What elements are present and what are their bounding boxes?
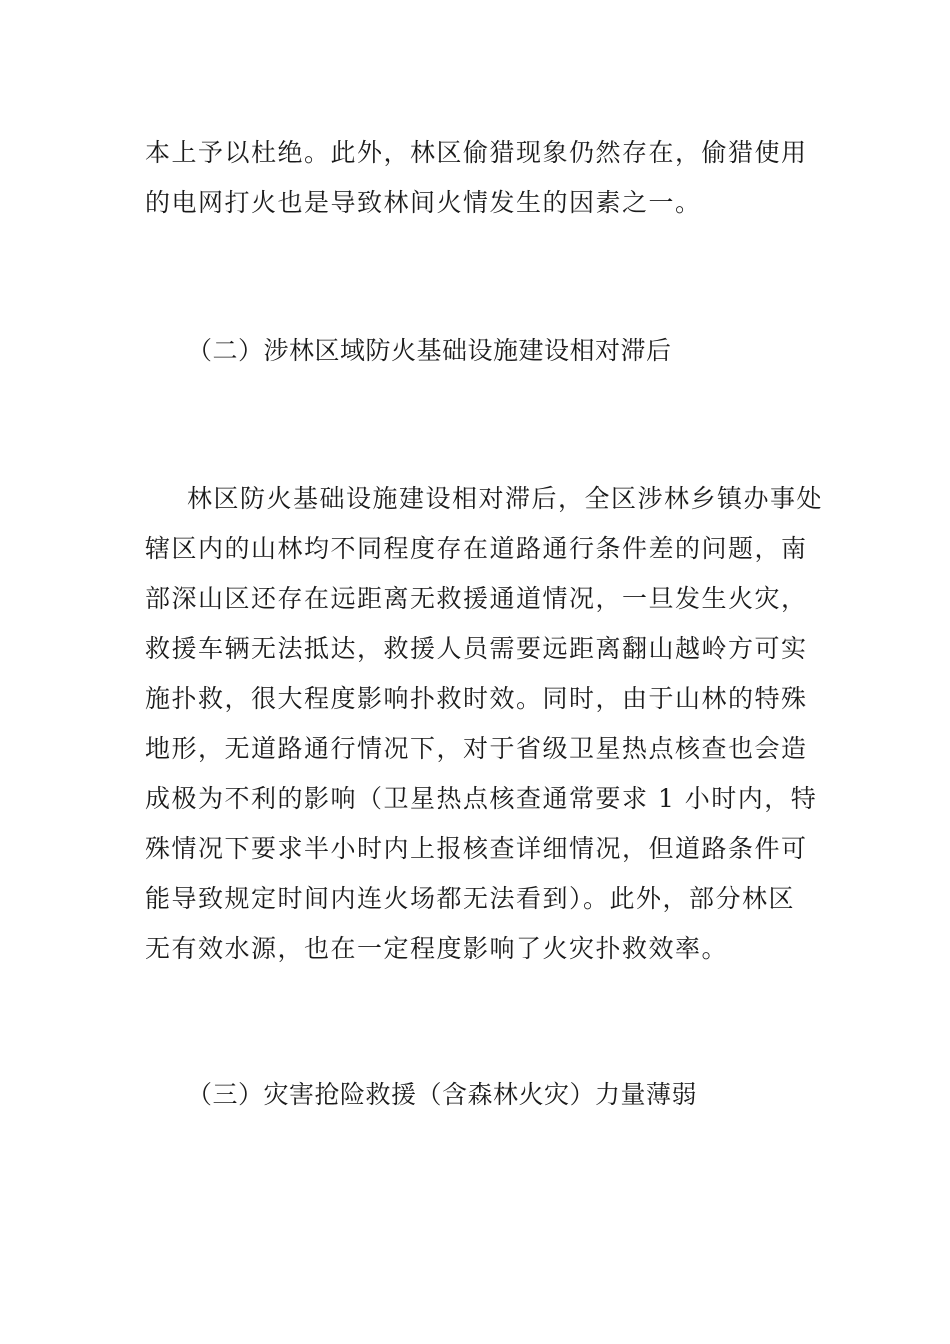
paragraph-line: 部深山区还存在远距离无救援通道情况，一旦发生火灾， bbox=[145, 584, 808, 613]
section-heading-3: （三）灾害抢险救援（含森林火灾）力量薄弱 bbox=[187, 1080, 698, 1109]
paragraph-line: 成极为不利的影响（卫星热点核查通常要求 1 小时内，特 bbox=[145, 784, 818, 813]
paragraph-line: 地形，无道路通行情况下，对于省级卫星热点核查也会造 bbox=[145, 734, 808, 763]
paragraph-line: 无有效水源，也在一定程度影响了火灾扑救效率。 bbox=[145, 934, 729, 963]
section-heading-2: （二）涉林区域防火基础设施建设相对滞后 bbox=[187, 336, 672, 365]
paragraph-line: 能导致规定时间内连火场都无法看到）。此外，部分林区 bbox=[145, 884, 796, 913]
paragraph-line: 殊情况下要求半小时内上报核查详细情况，但道路条件可 bbox=[145, 834, 808, 863]
paragraph-line: 辖区内的山林均不同程度存在道路通行条件差的问题，南 bbox=[145, 534, 808, 563]
paragraph-line: 的电网打火也是导致林间火情发生的因素之一。 bbox=[145, 188, 702, 217]
paragraph-line: 林区防火基础设施建设相对滞后，全区涉林乡镇办事处 bbox=[187, 484, 824, 513]
paragraph-line: 本上予以杜绝。此外，林区偷猎现象仍然存在，偷猎使用 bbox=[145, 138, 808, 167]
paragraph-line: 救援车辆无法抵达，救援人员需要远距离翻山越岭方可实 bbox=[145, 634, 808, 663]
paragraph-line: 施扑救，很大程度影响扑救时效。同时，由于山林的特殊 bbox=[145, 684, 808, 713]
